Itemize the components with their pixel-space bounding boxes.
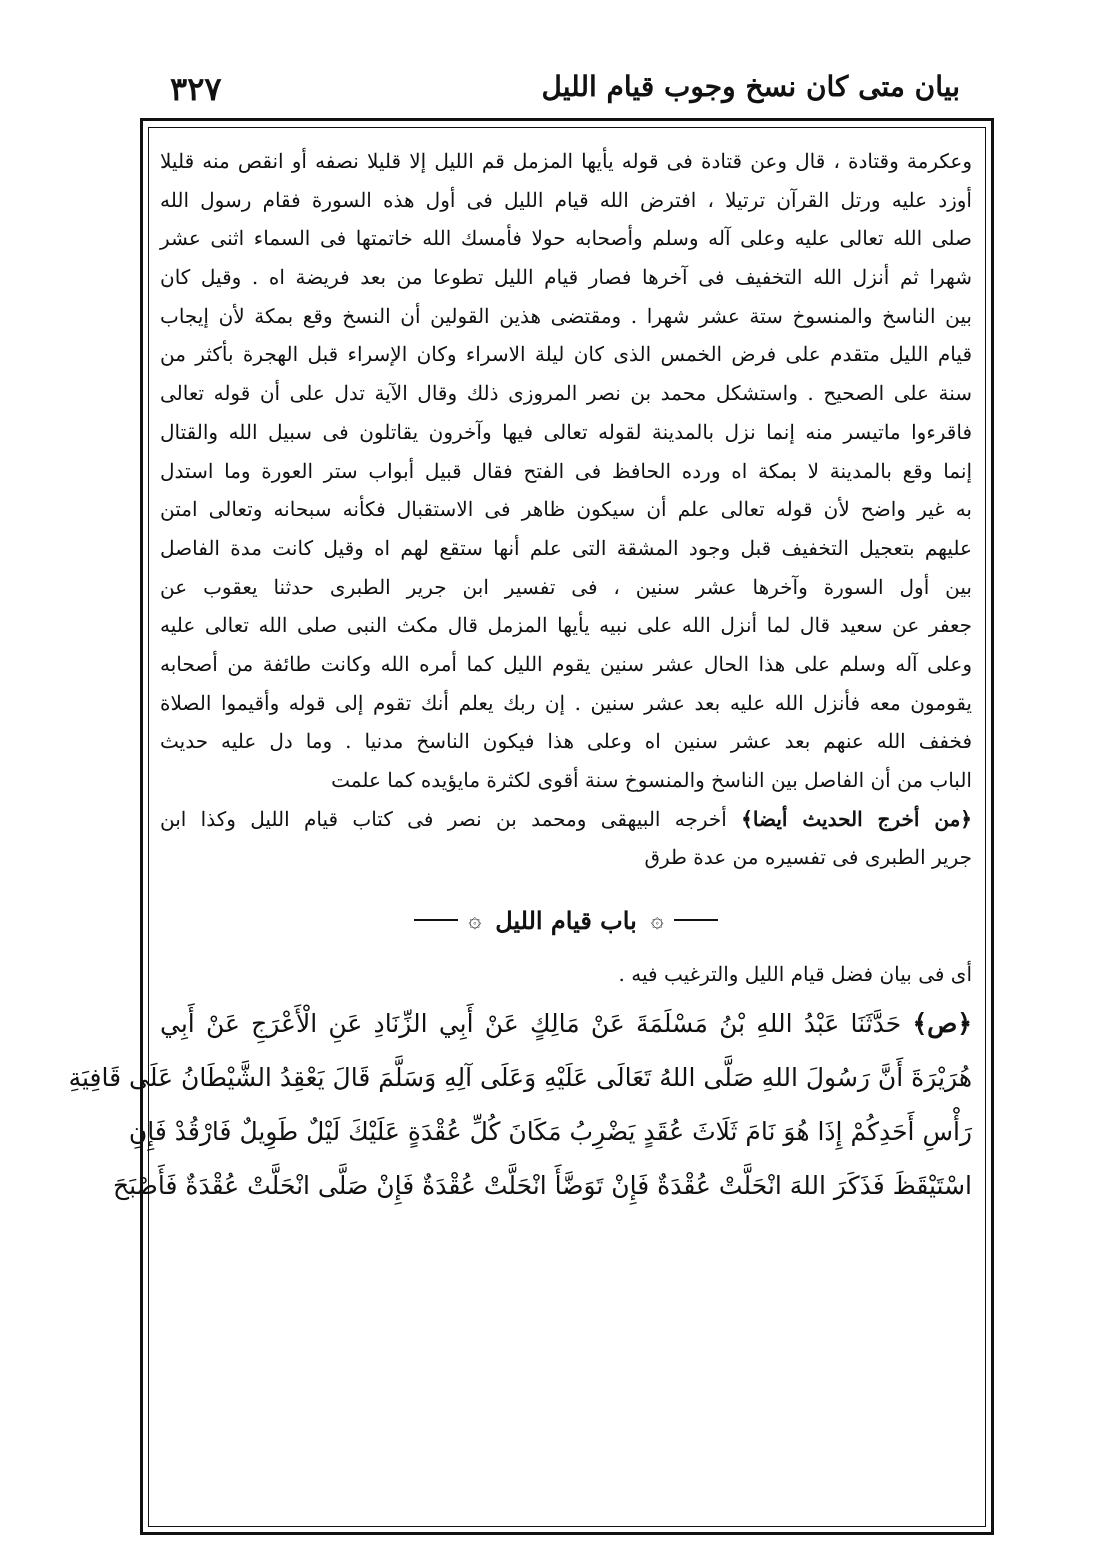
hadith-line: اسْتَيْقَظَ فَذَكَرَ اللهَ انْحَلَّتْ عُقْدَةٌ فَإِنْ تَوَضَّأَ انْحَلَّتْ عُقْدَةٌ فَإِنْ صَلَّى انْحَلَّتْ عُقْدَةٌ فَأَصْبَحَ [112, 1171, 972, 1201]
running-header [140, 70, 990, 118]
hadith-line: هُرَيْرَةَ أَنَّ رَسُولَ اللهِ صَلَّى اللهُ تَعَالَى عَلَيْهِ وَعَلَى آلِهِ وَسَلَّمَ قَالَ يَعْقِدُ الشَّيْطَانُ عَلَى قَافِيَةِ [68, 1063, 972, 1093]
takhrij-paragraph [160, 800, 972, 877]
text-line: صلى الله تعالى عليه وعلى آله وسلم وأصحابه حولا فأمسك الله خاتمتها فى السماء اثنى عشر [160, 226, 972, 251]
hadith-marker: ﴿ص﴾ [912, 1009, 972, 1039]
text-line: أوزد عليه ورتل القرآن ترتيلا ، افترض الله قيام الليل فى أول هذه السورة فقام رسول الله [160, 187, 972, 212]
text-line: به غير واضح لأن قوله تعالى علم أن سيكون ظاهر فى الاستقبال فكأنه سبحانه وتعالى امتن [160, 497, 972, 522]
takhrij-line [160, 800, 972, 839]
text-line: فخفف الله عنهم بعد عشر سنين اه وعلى هذا فيكون الناسخ مدنيا . وما دل عليه حديث [160, 729, 972, 754]
ornament-icon: ۞ [468, 907, 482, 933]
takhrij-label: ﴿من أخرج الحديث أيضا﴾ [741, 806, 973, 831]
text-line: قيام الليل متقدم على فرض الخمس الذى كان ليلة الاسراء وكان الإسراء قبل الهجرة بأكثر من [160, 342, 972, 367]
heading-rule [674, 919, 718, 921]
takhrij-text: أخرجه البيهقى ومحمد بن نصر فى كتاب قيام الليل وكذا ابن [160, 806, 727, 831]
hadith-line: رَأْسِ أَحَدِكُمْ إِذَا هُوَ نَامَ ثَلَاثَ عُقَدٍ يَضْرِبُ مَكَانَ كُلِّ عُقْدَةٍ عَلَيْكَ لَيْلٌ طَوِيلٌ فَارْقُدْ فَإِنِ [128, 1117, 972, 1147]
text-line: شهرا ثم أنزل الله التخفيف فى آخرها فصار قيام الليل تطوعا من بعد فريضة اه . وقيل كان [160, 265, 972, 290]
text-block [68, 142, 973, 1522]
text-line: بين أول السورة وآخرها عشر سنين ، فى تفسير ابن جرير الطبرى حدثنا يعقوب عن [160, 574, 972, 599]
text-line: يقومون معه فأنزل الله عليه بعد عشر سنين . إن ربك يعلم أنك تقوم إلى قوله وأقيموا الصلاة [160, 690, 972, 715]
text-line: جعفر عن سعيد قال لما أنزل الله على نبيه يأيها المزمل قال مكث النبى صلى الله تعالى عليه [160, 613, 972, 638]
commentary-paragraph [160, 142, 972, 800]
text-line: عليهم بتعجيل التخفيف قبل وجود المشقة التى علم أنها ستقع لهم اه وقيل كانت مدة الفاصل [160, 535, 972, 560]
text-line: إنما وقع بالمدينة لا بمكة اه ورده الحافظ فى الفتح فقال قبيل أبواب ستر العورة وما استدل [160, 458, 972, 483]
hadith-text [68, 997, 972, 1213]
text-line: وعكرمة وقتادة ، قال وعن قتادة فى قوله يأيها المزمل قم الليل إلا قليلا نصفه أو انقص منه قليلا [160, 149, 973, 173]
heading-rule [414, 919, 458, 921]
hadith-chain: حَدَّثَنَا عَبْدُ اللهِ بْنُ مَسْلَمَةَ عَنْ مَالِكٍ عَنْ أَبِي الزِّنَادِ عَنِ الْأَعْرَجِ عَنْ أَبِي [160, 1009, 902, 1039]
text-line: فاقرءوا ماتيسر منه إنما نزل بالمدينة لقوله تعالى فيها وآخرون يقاتلون فى سبيل الله والقتال [160, 419, 972, 444]
ornament-icon: ۞ [650, 907, 664, 933]
chapter-heading [160, 885, 972, 955]
chapter-subtitle: أى فى بيان فضل قيام الليل والترغيب فيه . [618, 962, 972, 987]
hadith-line [160, 997, 972, 1051]
chapter-title: باب قيام الليل [495, 905, 637, 935]
text-line: بين الناسخ والمنسوخ ستة عشر شهرا . ومقتضى هذين القولين أن النسخ وقع بمكة لأن إيجاب [160, 303, 972, 328]
text-line: الباب من أن الفاصل بين الناسخ والمنسوخ سنة أقوى لكثرة مايؤيده كما علمت [331, 768, 972, 792]
takhrij-line: جرير الطبرى فى تفسيره من عدة طرق [644, 845, 972, 870]
page-number: ٣٢٧ [170, 70, 222, 108]
running-title: بيان متى كان نسخ وجوب قيام الليل [541, 70, 960, 103]
text-line: وعلى آله وسلم على هذا الحال عشر سنين يقوم الليل كما أمره الله وكانت طائفة من أصحابه [160, 651, 972, 676]
text-line: سنة على الصحيح . واستشكل محمد بن نصر المروزى ذلك وقال الآية تدل على أن قوله تعالى [160, 381, 972, 406]
